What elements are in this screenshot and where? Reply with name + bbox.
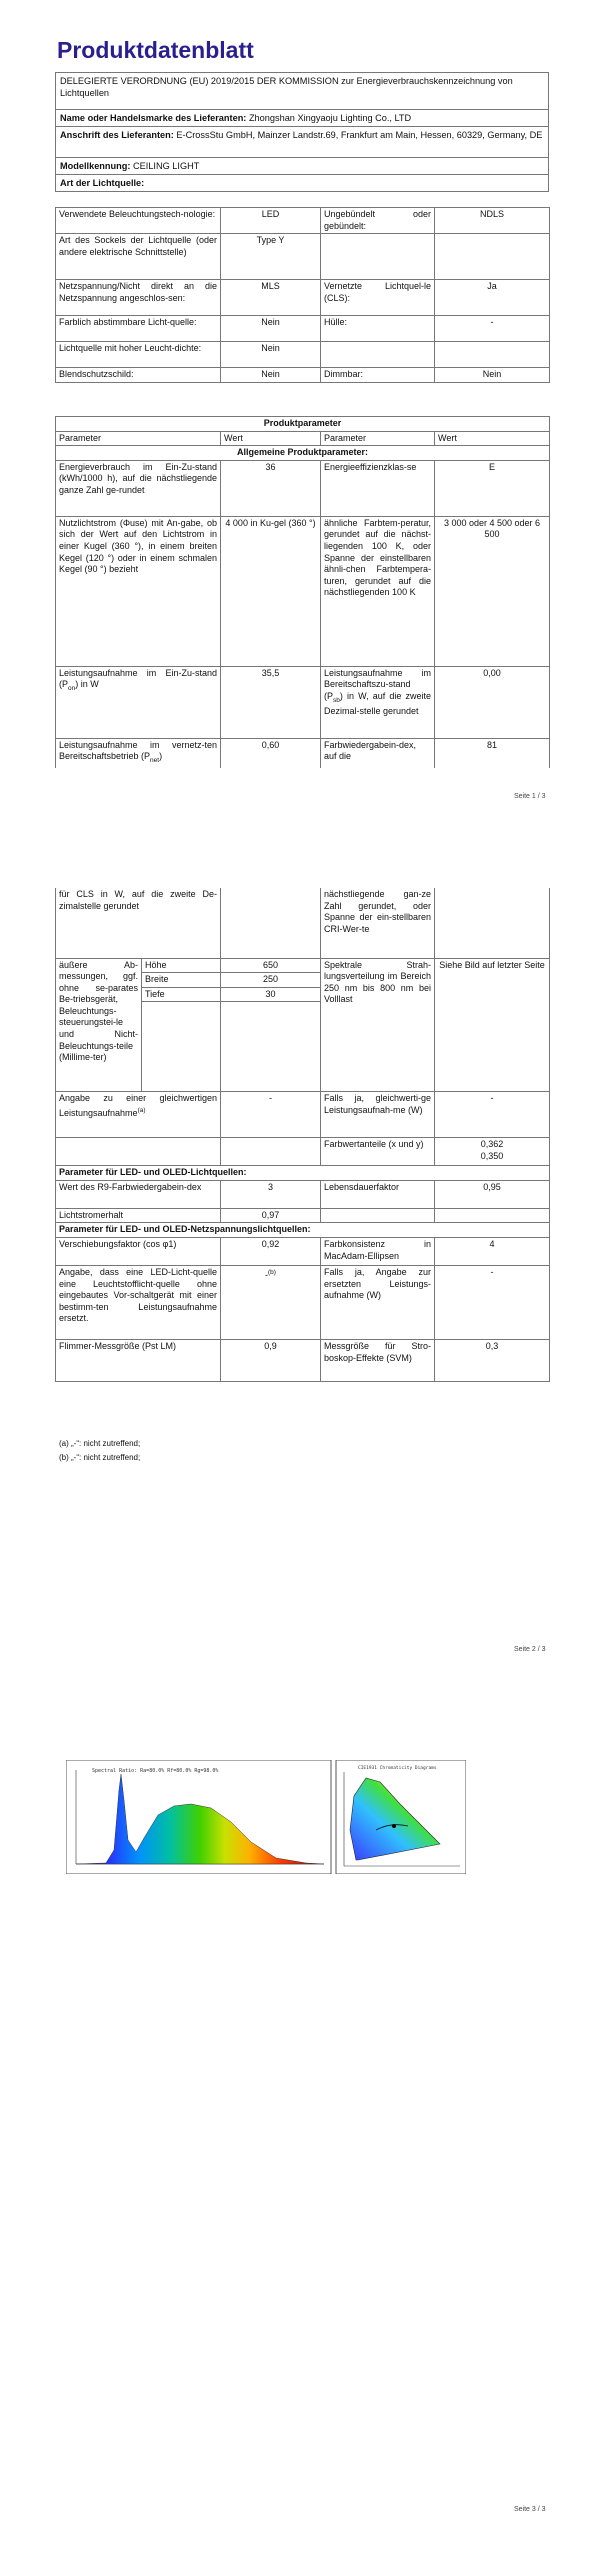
- type-value: Nein: [221, 342, 321, 368]
- type-label-2: Ungebündelt oder gebündelt:: [321, 208, 435, 234]
- mains-params-heading: Parameter für LED- und OLED-Netzspannungslichtquellen:: [56, 1223, 550, 1238]
- empty-cell: [435, 888, 550, 958]
- type-value-2: -: [435, 316, 550, 342]
- footnote-a: (a) „-“: nicht zutreffend;: [59, 1439, 141, 1448]
- equivalent-power-watts-value: -: [435, 1092, 550, 1138]
- depth-value: 30: [221, 987, 321, 1002]
- power-factor-label: Verschiebungsfaktor (cos φ1): [56, 1238, 221, 1266]
- macadam-value: 4: [435, 1238, 550, 1266]
- footnote-b: (b) „-“: nicht zutreffend;: [59, 1453, 141, 1462]
- height-label: Höhe: [142, 958, 221, 973]
- empty-cell: [435, 1208, 550, 1223]
- empty-cell: [321, 1208, 435, 1223]
- energy-consumption-value: 36: [221, 460, 321, 516]
- replacement-claim-value: -$^{(b)}$: [221, 1266, 321, 1340]
- power-factor-value: 0,92: [221, 1238, 321, 1266]
- model-row: [56, 158, 548, 175]
- depth-label: Tiefe: [142, 987, 221, 1002]
- type-value: LED: [221, 208, 321, 234]
- chromaticity-label: Farbwertanteile (x und y): [321, 1138, 435, 1166]
- type-label: Farblich abstimmbare Licht-quelle:: [56, 316, 221, 342]
- equivalent-power-watts-label: Falls ja, gleichwerti-ge Leistungsaufnah-me (W): [321, 1092, 435, 1138]
- general-params-heading: Allgemeine Produktparameter:: [56, 446, 550, 461]
- type-value: Nein: [221, 316, 321, 342]
- replacement-power-value: -: [435, 1266, 550, 1340]
- equivalent-power-value: -: [221, 1092, 321, 1138]
- color-temperature-value: 3 000 oder 4 500 oder 6 500: [435, 516, 550, 666]
- width-value: 250: [221, 973, 321, 988]
- cie-chart: [336, 1760, 466, 1874]
- lifetime-factor-label: Lebensdauerfaktor: [321, 1180, 435, 1208]
- empty-cell: [221, 1138, 321, 1166]
- type-row: [56, 234, 550, 280]
- stroboscopic-label: Messgröße für Stro-boskop-Effekte (SVM): [321, 1340, 435, 1382]
- on-mode-power-value: 35,5: [221, 666, 321, 738]
- supplier-name-label: Name oder Handelsmarke des Lieferanten:: [60, 113, 247, 123]
- page-number-1: Seite 1 / 3: [514, 793, 546, 800]
- empty-cell: [142, 1002, 221, 1092]
- type-value-2: Nein: [435, 368, 550, 383]
- networked-standby-power-value: 0,60: [221, 738, 321, 768]
- lumen-maintenance-label: Lichtstromerhalt: [56, 1208, 221, 1223]
- color-temperature-label: ähnliche Farbtem-peratur, gerundet auf die nächst-liegenden 100 K, oder Spanne der einstellbaren ähnli-chen Farbtempera-turen, gerundet auf die nächstliegenden 100 K: [321, 516, 435, 666]
- col-header-value: Wert: [221, 431, 321, 446]
- type-label: Blendschutzschild:: [56, 368, 221, 383]
- type-label-2: Hülle:: [321, 316, 435, 342]
- type-row: [56, 342, 550, 368]
- spectrum-figure-svg: [66, 1760, 466, 1874]
- chromaticity-x: 0,362: [480, 1139, 504, 1150]
- footnotes: [59, 1437, 140, 1465]
- type-label: Art des Sockels der Lichtquelle (oder andere elektrische Schnittstelle): [56, 234, 221, 280]
- networked-standby-power-label: Leistungsaufnahme im vernetz-ten Bereitschaftsbetrieb $(P_{net})$: [56, 738, 221, 768]
- spectral-distribution-label: Spektrale Strah-lungsverteilung im Bereich 250 nm bis 800 nm bei Volllast: [321, 958, 435, 1092]
- supplier-address: E-CrossStu GmbH, Mainzer Landstr.69, Frankfurt am Main, Hessen, 60329, Germany, DE: [176, 130, 543, 140]
- type-value-2: NDLS: [435, 208, 550, 234]
- page-number-3: Seite 3 / 3: [514, 2506, 546, 2513]
- empty-cell: [221, 888, 321, 958]
- type-row: [56, 208, 550, 234]
- networked-standby-continued: für CLS in W, auf die zweite De-zimalstelle gerundet: [56, 888, 221, 958]
- led-params-heading: Parameter für LED- und OLED-Lichtquellen:: [56, 1166, 550, 1181]
- header-info-box: [55, 72, 549, 192]
- product-params-heading: Produktparameter: [56, 417, 550, 432]
- type-label: Lichtquelle mit hoher Leucht-dichte:: [56, 342, 221, 368]
- type-row: [56, 316, 550, 342]
- height-value: 650: [221, 958, 321, 973]
- supplier-name: Zhongshan Xingyaoju Lighting Co., LTD: [248, 113, 412, 123]
- empty-cell: [221, 1002, 321, 1092]
- supplier-name-row: [56, 110, 548, 127]
- standby-power-label: Leistungsaufnahme im Bereitschaftszu-stand $(P_{sb})$ in W, auf die zweite Dezimal-stelle gerundet: [321, 666, 435, 738]
- dimensions-label: äußere Ab-messungen, ggf. ohne se-parates Be-triebsgerät, Beleuchtungs-steuerungstei-le und Nicht-Beleuchtungs-teile (Millime-ter): [56, 958, 142, 1092]
- type-value-2: Ja: [435, 280, 550, 316]
- type-label-2: [321, 234, 435, 280]
- chromaticity-point: [392, 1824, 396, 1828]
- flicker-value: 0,9: [221, 1340, 321, 1382]
- chromaticity-values: [435, 1138, 550, 1166]
- type-value-2: [435, 234, 550, 280]
- luminous-flux-label: Nutzlichtstrom (Φuse) mit An-gabe, ob sich der Wert auf den Lichtstrom in einer Kugel (360 °), in einem breiten Kegel (120 °) oder in einem schmalen Kegel (90 °) bezieht: [56, 516, 221, 666]
- energy-consumption-label: Energieverbrauch im Ein-Zu-stand (kWh/1000 h), auf die nächstliegende ganze Zahl ge-rundet: [56, 460, 221, 516]
- on-mode-power-label: Leistungsaufnahme im Ein-Zu-stand $(P_{on})$ in W: [56, 666, 221, 738]
- col-header-param: Parameter: [56, 431, 221, 446]
- supplier-address-row: [56, 127, 548, 158]
- flicker-label: Flimmer-Messgröße (Pst LM): [56, 1340, 221, 1382]
- r9-label: Wert des R9-Farbwiedergabein-dex: [56, 1180, 221, 1208]
- cri-continued: nächstliegende gan-ze Zahl gerundet, oder Spanne der ein-stellbaren CRI-Wer-te: [321, 888, 435, 958]
- type-value: MLS: [221, 280, 321, 316]
- supplier-address-label: Anschrift des Lieferanten:: [60, 130, 174, 140]
- page-number-2: Seite 2 / 3: [514, 1646, 546, 1653]
- spectrum-figures: [66, 1760, 466, 1874]
- energy-class-value: E: [435, 460, 550, 516]
- regulation-text: DELEGIERTE VERORDNUNG (EU) 2019/2015 DER KOMMISSION zur Energieverbrauchskennzeichnung von Lichtquellen: [56, 73, 548, 110]
- light-source-type-heading: Art der Lichtquelle:: [56, 175, 548, 192]
- lumen-maintenance-value: 0,97: [221, 1208, 321, 1223]
- spectrum-chart: [66, 1760, 331, 1874]
- type-label-2: Dimmbar:: [321, 368, 435, 383]
- type-row: [56, 280, 550, 316]
- light-source-type-table: [55, 207, 550, 383]
- spectral-distribution-value: Siehe Bild auf letzter Seite: [435, 958, 550, 1092]
- spectrum-title: Spectral Ratio: Ra=80.0% Rf=80.0% Rg=98.0%: [92, 1768, 219, 1774]
- product-parameters-table-continued: [55, 888, 550, 1382]
- color-rendering-index-label: Farbwiedergabein-dex, auf die: [321, 738, 435, 768]
- replacement-power-label: Falls ja, Angabe zur ersetzten Leistungs-aufnahme (W): [321, 1266, 435, 1340]
- type-label-2: Vernetzte Lichtquel-le (CLS):: [321, 280, 435, 316]
- page-title: Produktdatenblatt: [57, 37, 254, 63]
- empty-cell: [56, 1138, 221, 1166]
- type-value: Nein: [221, 368, 321, 383]
- type-label-2: [321, 342, 435, 368]
- r9-value: 3: [221, 1180, 321, 1208]
- replacement-claim-label: Angabe, dass eine LED-Licht-quelle eine Leuchtstofflicht-quelle ohne eingebautes Vor-schaltgerät mit einer bestimm-ten Leistungsaufnahme ersetzt.: [56, 1266, 221, 1340]
- stroboscopic-value: 0,3: [435, 1340, 550, 1382]
- cie-title: CIE1931 Chromaticity Diagrams: [358, 1766, 437, 1771]
- type-row: [56, 368, 550, 383]
- equivalent-power-label: Angabe zu einer gleichwertigen Leistungsaufnahme$^{(a)}$: [56, 1092, 221, 1138]
- macadam-label: Farbkonsistenz in MacAdam-Ellipsen: [321, 1238, 435, 1266]
- col-header-value-2: Wert: [435, 431, 550, 446]
- lifetime-factor-value: 0,95: [435, 1180, 550, 1208]
- model-label: Modellkennung:: [60, 161, 131, 171]
- model-value: CEILING LIGHT: [133, 161, 200, 171]
- standby-power-value: 0,00: [435, 666, 550, 738]
- color-rendering-index-value: 81: [435, 738, 550, 768]
- energy-class-label: Energieeffizienzklas-se: [321, 460, 435, 516]
- width-label: Breite: [142, 973, 221, 988]
- col-header-param-2: Parameter: [321, 431, 435, 446]
- type-value: Type Y: [221, 234, 321, 280]
- type-label: Verwendete Beleuchtungstech-nologie:: [56, 208, 221, 234]
- type-value-2: [435, 342, 550, 368]
- luminous-flux-value: 4 000 in Ku-gel (360 °): [221, 516, 321, 666]
- chromaticity-y: 0,350: [480, 1150, 504, 1161]
- product-parameters-table: [55, 416, 550, 768]
- type-label: Netzspannung/Nicht direkt an die Netzspannung angeschlos-sen:: [56, 280, 221, 316]
